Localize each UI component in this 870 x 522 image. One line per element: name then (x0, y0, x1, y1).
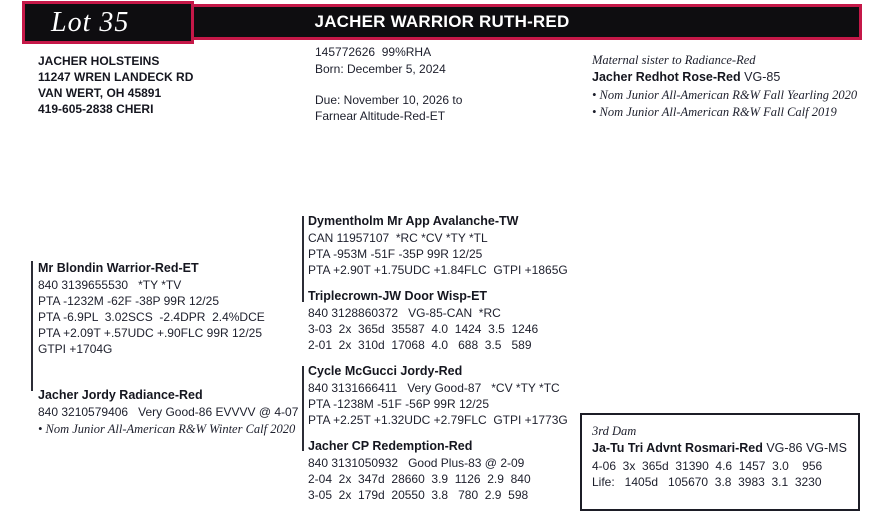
sire-data-line: PTA +2.09T +.57UDC +.90FLC 99R 12/25 (38, 326, 263, 340)
sire-name: Mr Blondin Warrior-Red-ET (38, 261, 199, 275)
pedigree-line-dam-parents (302, 366, 304, 451)
sire-sire-name: Dymentholm Mr App Avalanche-TW (308, 214, 519, 228)
dam-dam-data-line: 840 3131050932 Good Plus-83 @ 2-09 (308, 456, 525, 470)
maternal-sister-score: VG-85 (744, 70, 781, 84)
dam-sire-name: Cycle McGucci Jordy-Red (308, 364, 463, 378)
animal-title: JACHER WARRIOR RUTH-RED (314, 12, 570, 31)
birth-date: Born: December 5, 2024 (315, 62, 446, 76)
sire-data-line: PTA -6.9PL 3.02SCS -2.4DPR 2.4%DCE (38, 310, 265, 324)
breeder-phone: 419-605-2838 CHERI (38, 102, 154, 116)
registration-number: 145772626 99%RHA (315, 45, 432, 59)
third-dam-label: 3rd Dam (592, 424, 637, 438)
maternal-sister-award: • Nom Junior All-American R&W Fall Calf 2019 (592, 105, 837, 119)
dam-sire-data-line: PTA -1238M -51F -56P 99R 12/25 (308, 397, 489, 411)
sire-data-line: GTPI +1704G (38, 342, 113, 356)
dam-dam-data-line: 3-05 2x 179d 20550 3.8 780 2.9 598 (308, 488, 529, 502)
maternal-sister-note: Maternal sister to Radiance-Red (592, 53, 756, 67)
breeder-address2: VAN WERT, OH 45891 (38, 86, 162, 100)
dam-sire-data-line: PTA +2.25T +1.32UDC +2.79FLC GTPI +1773G (308, 413, 568, 427)
third-dam-name: Ja-Tu Tri Advnt Rosmari-Red (592, 441, 763, 455)
sire-data-line: 840 3139655530 *TY *TV (38, 278, 182, 292)
dam-registration: 840 3210579406 Very Good-86 EVVVV @ 4-07 (38, 405, 299, 419)
third-dam-score: VG-86 VG-MS (766, 441, 847, 455)
pedigree-line-sire-dam (31, 261, 33, 391)
dam-sire-data-line: 840 3131666411 Very Good-87 *CV *TY *TC (308, 381, 560, 395)
sire-dam-data-line: 3-03 2x 365d 35587 4.0 1424 3.5 1246 (308, 322, 539, 336)
dam-dam-data-line: 2-04 2x 347d 28660 3.9 1126 2.9 840 (308, 472, 531, 486)
due-date: Due: November 10, 2026 to (315, 93, 463, 107)
lot-number-box (22, 1, 194, 44)
pedigree-line-sire-parents (302, 216, 304, 302)
breeder-address1: 11247 WREN LANDECK RD (38, 70, 194, 84)
third-dam-record: Life: 1405d 105670 3.8 3983 3.1 3230 (592, 475, 822, 489)
lot-number-label: Lot 35 (51, 6, 130, 38)
due-service-sire: Farnear Altitude-Red-ET (315, 109, 446, 123)
lot-number-box-inner (25, 4, 191, 41)
breeder-name: JACHER HOLSTEINS (38, 54, 160, 68)
sire-dam-data-line: 2-01 2x 310d 17068 4.0 688 3.5 589 (308, 338, 532, 352)
maternal-sister-name: Jacher Redhot Rose-Red (592, 70, 741, 84)
third-dam-record: 4-06 3x 365d 31390 4.6 1457 3.0 956 (592, 459, 823, 473)
sire-sire-data-line: PTA +2.90T +1.75UDC +1.84FLC GTPI +1865G (308, 263, 568, 277)
sire-dam-name: Triplecrown-JW Door Wisp-ET (308, 289, 488, 303)
sire-sire-data-line: PTA -953M -51F -35P 99R 12/25 (308, 247, 483, 261)
dam-dam-name: Jacher CP Redemption-Red (308, 439, 473, 453)
sire-dam-data-line: 840 3128860372 VG-85-CAN *RC (308, 306, 501, 320)
maternal-sister-name-line (592, 69, 780, 85)
dam-award: • Nom Junior All-American R&W Winter Calf 2020 (38, 422, 296, 436)
maternal-sister-award: • Nom Junior All-American R&W Fall Yearling 2020 (592, 88, 858, 102)
sire-data-line: PTA -1232M -62F -38P 99R 12/25 (38, 294, 219, 308)
sire-sire-data-line: CAN 11957107 *RC *CV *TY *TL (308, 231, 488, 245)
dam-name: Jacher Jordy Radiance-Red (38, 388, 203, 402)
third-dam-name-line (592, 440, 847, 456)
